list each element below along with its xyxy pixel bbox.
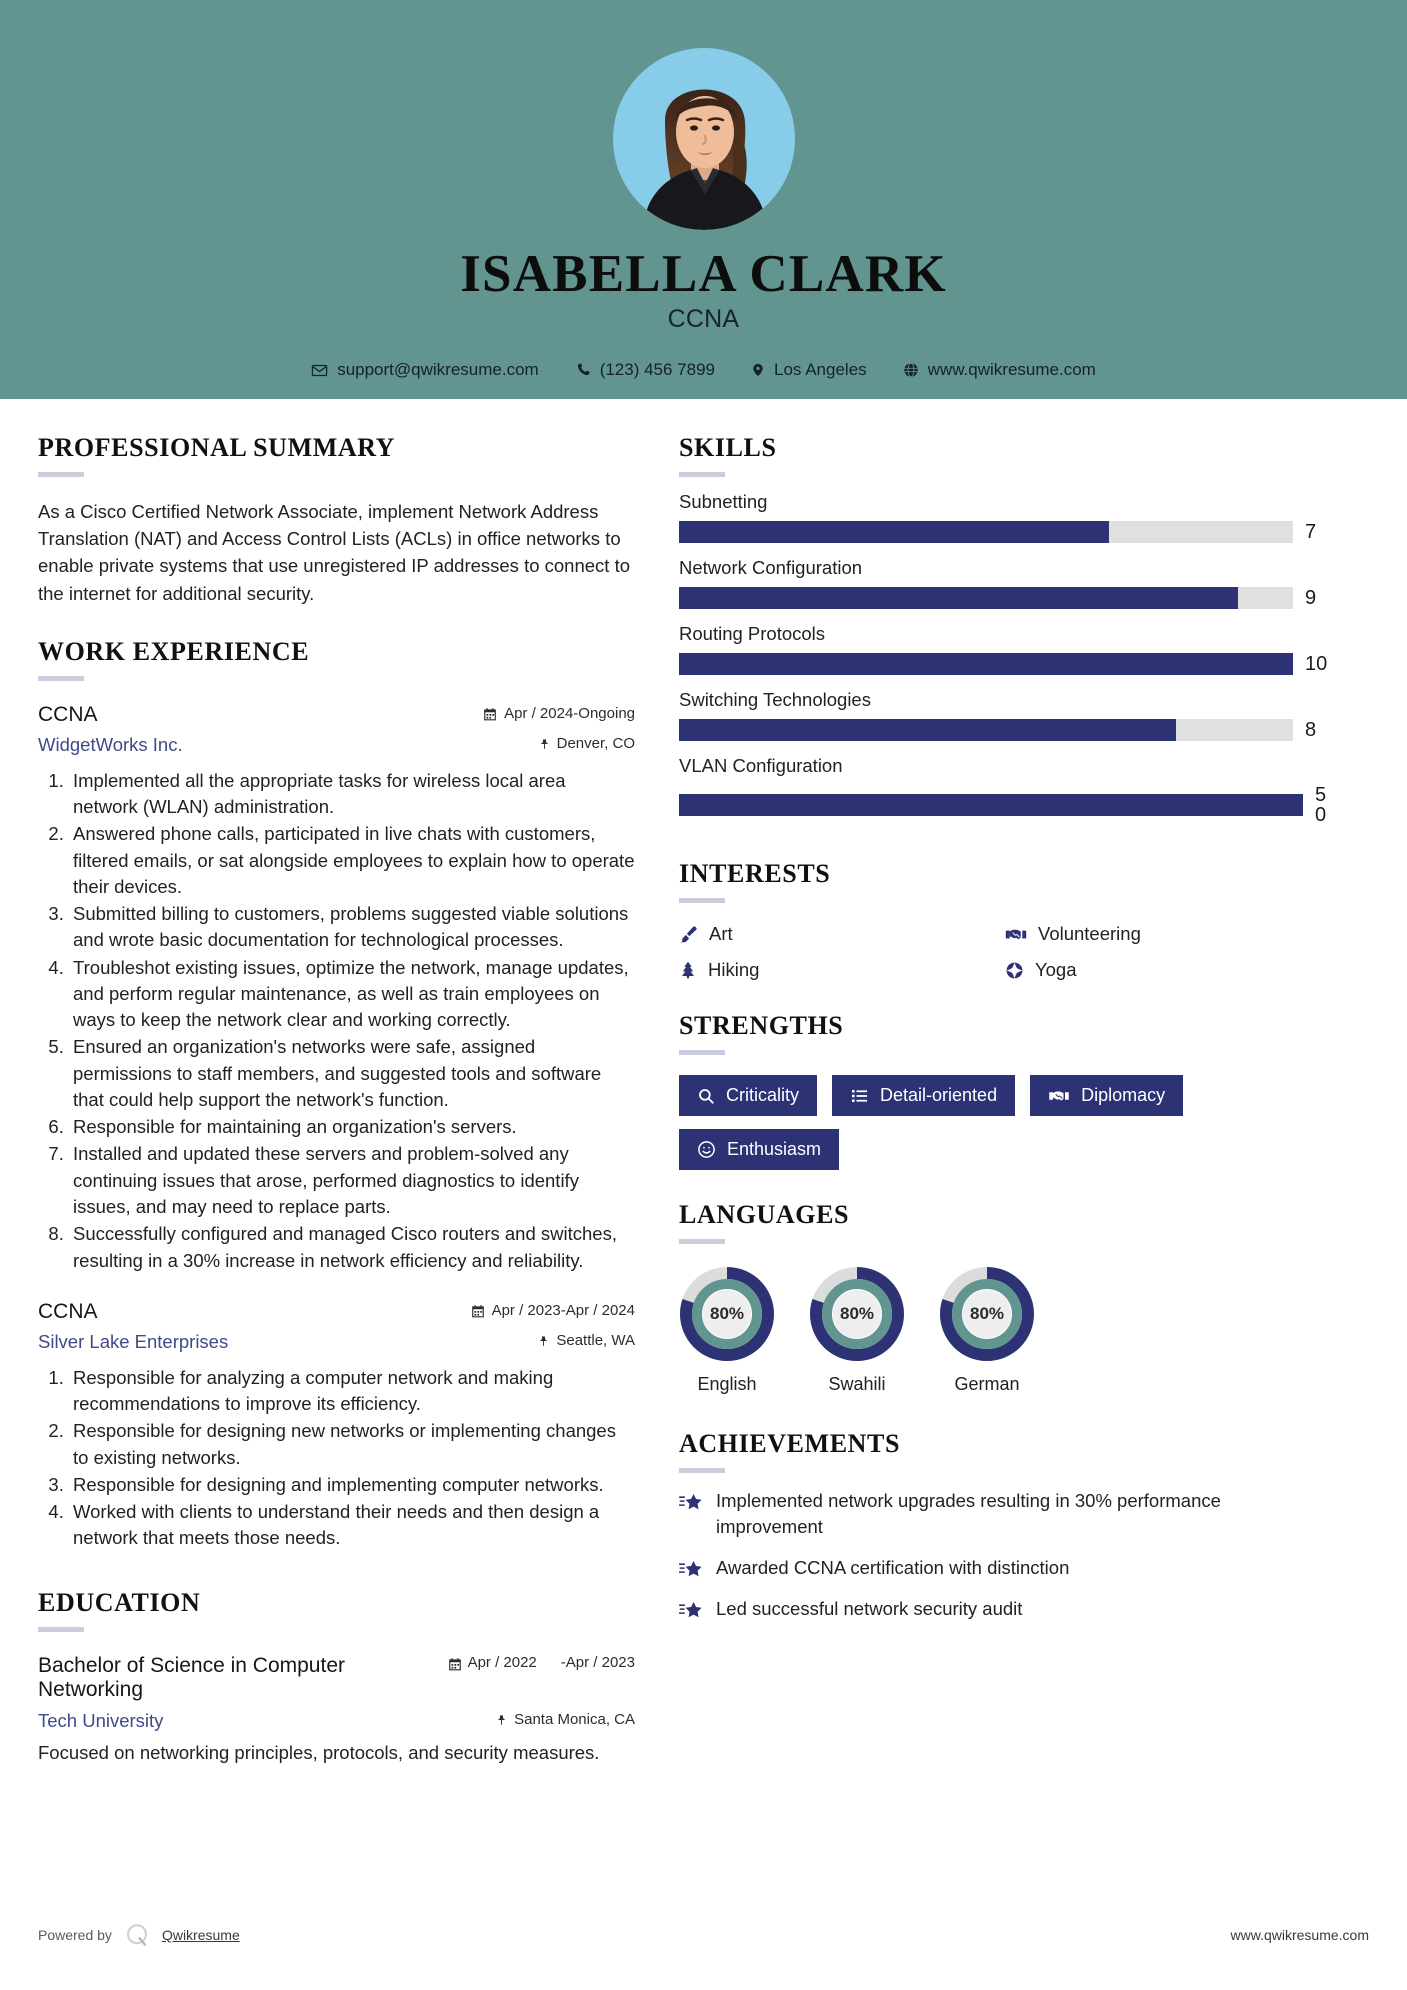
pushpin-icon bbox=[538, 1334, 549, 1348]
skill-bar-track bbox=[679, 719, 1293, 741]
list-item: 7. Installed and updated these servers and problem-solved any continuing issues that arose, performed diagnostics to identify issues, and may need to replace parts. bbox=[69, 1141, 635, 1220]
job-role: CCNA bbox=[38, 1299, 98, 1323]
section-interests bbox=[679, 859, 1331, 981]
strength-chip-detail-oriented[interactable] bbox=[832, 1075, 1015, 1116]
search-icon bbox=[697, 1087, 715, 1105]
language-donut bbox=[679, 1266, 775, 1362]
strength-label: Diplomacy bbox=[1081, 1085, 1166, 1105]
section-rule bbox=[679, 472, 725, 477]
list-item: 8. Successfully configured and managed Cisco routers and switches, resulting in a 30% increase in network efficiency and reliability. bbox=[69, 1221, 635, 1274]
skill-row bbox=[679, 491, 1331, 543]
skill-bar-fill bbox=[679, 521, 1109, 543]
education-location-text: Santa Monica, CA bbox=[514, 1711, 635, 1729]
footer-powered-by-label: Powered by bbox=[38, 1927, 112, 1943]
right-column bbox=[679, 433, 1331, 1770]
section-rule bbox=[38, 1627, 84, 1632]
language-percent: 80% bbox=[709, 1304, 745, 1323]
location-pin-icon bbox=[751, 361, 765, 379]
job-entry bbox=[38, 703, 635, 1274]
achievement-text: Implemented network upgrades resulting in 30% performance improvement bbox=[716, 1490, 1221, 1537]
contact-phone[interactable] bbox=[557, 360, 733, 380]
language-item bbox=[939, 1266, 1035, 1395]
strength-label: Detail-oriented bbox=[880, 1085, 998, 1105]
list-item: 4. Worked with clients to understand their needs and then design a network that meets those needs. bbox=[69, 1499, 635, 1552]
contact-phone-text: (123) 456 7899 bbox=[599, 360, 716, 380]
section-rule bbox=[679, 1239, 725, 1244]
contact-location[interactable] bbox=[733, 360, 885, 380]
summary-heading: PROFESSIONAL SUMMARY bbox=[38, 433, 396, 462]
pushpin-icon bbox=[496, 1713, 507, 1727]
summary-text: As a Cisco Certified Network Associate, implement Network Address Translation (NAT) and Access Control Lists (ACLs) in office networks to enable private systems that use unregistered IP addresses to connect to the internet for additional security. bbox=[38, 501, 630, 604]
skill-row bbox=[679, 557, 1331, 609]
job-dates bbox=[471, 1302, 635, 1319]
list-item: 6. Responsible for maintaining an organization's servers. bbox=[69, 1114, 635, 1140]
section-work-experience bbox=[38, 637, 635, 1552]
interest-label: Art bbox=[709, 923, 733, 944]
contact-email-text: support@qwikresume.com bbox=[337, 360, 539, 380]
skill-value: 10 bbox=[1305, 653, 1328, 675]
list-icon bbox=[850, 1087, 869, 1105]
section-skills bbox=[679, 433, 1331, 825]
page-title: ISABELLA CLARK bbox=[460, 245, 947, 303]
section-rule bbox=[679, 1468, 725, 1473]
contact-website[interactable] bbox=[885, 360, 1114, 380]
user-photo-icon bbox=[613, 48, 795, 230]
job-dates-text: Apr / 2023-Apr / 2024 bbox=[491, 1302, 635, 1320]
calendar-icon bbox=[483, 707, 497, 721]
skill-value: 9 bbox=[1305, 587, 1317, 609]
list-item: 1. Implemented all the appropriate tasks for wireless local area network (WLAN) administration. bbox=[69, 768, 635, 821]
strength-chip-enthusiasm[interactable] bbox=[679, 1129, 839, 1170]
tree-icon bbox=[679, 960, 697, 980]
skill-value: 8 bbox=[1305, 719, 1317, 741]
footer-powered-by bbox=[38, 1922, 240, 1948]
list-item: 2. Answered phone calls, participated in live chats with customers, filtered emails, or sat alongside employees to explain how to operate their devices. bbox=[69, 821, 635, 900]
skill-value: 7 bbox=[1305, 521, 1317, 543]
job-location-text: Seattle, WA bbox=[556, 1332, 635, 1350]
skill-bar-track bbox=[679, 653, 1293, 675]
list-item: 5. Ensured an organization's networks were safe, assigned permissions to staff members, and suggested tools and software that could help support the network's function. bbox=[69, 1034, 635, 1113]
skill-name: Network Configuration bbox=[679, 557, 863, 578]
job-bullets bbox=[38, 1365, 635, 1552]
life-ring-icon bbox=[1005, 961, 1024, 980]
education-degree: Bachelor of Science in Computer Networking bbox=[38, 1653, 345, 1701]
skill-bar-track bbox=[679, 521, 1293, 543]
footer-brand-link[interactable]: Qwikresume bbox=[161, 1927, 240, 1943]
list-item: 1. Responsible for analyzing a computer network and making recommendations to improve its efficiency. bbox=[69, 1365, 635, 1418]
language-name: Swahili bbox=[828, 1374, 886, 1394]
shooting-star-icon bbox=[679, 1491, 703, 1513]
interest-label: Volunteering bbox=[1038, 923, 1141, 944]
contact-website-text: www.qwikresume.com bbox=[927, 360, 1096, 380]
globe-icon bbox=[903, 362, 919, 378]
interest-item bbox=[1005, 923, 1331, 945]
job-dates-text: Apr / 2024-Ongoing bbox=[504, 705, 635, 723]
resume-body bbox=[0, 399, 1407, 1770]
list-item: 2. Responsible for designing new networks or implementing changes to existing networks. bbox=[69, 1418, 635, 1471]
languages-heading: LANGUAGES bbox=[679, 1200, 850, 1229]
education-school: Tech University bbox=[38, 1709, 164, 1731]
achievement-item bbox=[679, 1488, 1331, 1540]
job-dates bbox=[483, 705, 635, 722]
calendar-icon bbox=[471, 1304, 485, 1318]
section-rule bbox=[679, 1050, 725, 1055]
education-heading: EDUCATION bbox=[38, 1587, 201, 1617]
header-job-title: CCNA bbox=[667, 305, 740, 334]
job-location bbox=[538, 1332, 635, 1349]
language-name: German bbox=[954, 1374, 1020, 1394]
skill-name: Routing Protocols bbox=[679, 623, 826, 644]
language-donut bbox=[939, 1266, 1035, 1362]
paintbrush-icon bbox=[679, 925, 698, 944]
strength-chip-diplomacy[interactable] bbox=[1030, 1075, 1183, 1116]
interests-heading: INTERESTS bbox=[679, 859, 831, 888]
achievements-heading: ACHIEVEMENTS bbox=[679, 1429, 901, 1458]
skill-row bbox=[679, 623, 1331, 675]
education-dates bbox=[448, 1654, 635, 1673]
skill-row bbox=[679, 755, 1331, 825]
section-rule bbox=[679, 898, 725, 903]
contact-email[interactable] bbox=[293, 360, 557, 380]
interest-item bbox=[679, 923, 1005, 945]
language-item bbox=[679, 1266, 775, 1395]
skill-bar-track bbox=[679, 587, 1293, 609]
list-item: 3. Submitted billing to customers, problems suggested viable solutions and wrote basic documentation for technological processes. bbox=[69, 901, 635, 954]
footer bbox=[38, 1922, 1369, 1948]
job-location bbox=[539, 735, 635, 752]
section-languages bbox=[679, 1200, 1331, 1395]
interest-label: Yoga bbox=[1035, 959, 1077, 980]
strength-label: Enthusiasm bbox=[727, 1139, 822, 1159]
skill-bar-fill bbox=[679, 653, 1293, 675]
work-experience-heading: WORK EXPERIENCE bbox=[38, 636, 310, 666]
contact-row bbox=[293, 360, 1114, 380]
language-percent: 80% bbox=[969, 1304, 1005, 1323]
list-item: 3. Responsible for designing and implementing computer networks. bbox=[69, 1472, 635, 1498]
skill-bar-track bbox=[679, 794, 1303, 816]
avatar bbox=[613, 48, 795, 230]
list-item: 4. Troubleshot existing issues, optimize the network, manage updates, and perform regular maintenance, as well as train employees on ways to keep the network clear and working correctly. bbox=[69, 955, 635, 1034]
job-company: Silver Lake Enterprises bbox=[38, 1330, 229, 1352]
job-company: WidgetWorks Inc. bbox=[38, 733, 183, 755]
pushpin-icon bbox=[539, 737, 550, 751]
skills-heading: SKILLS bbox=[679, 433, 777, 462]
phone-icon bbox=[575, 362, 591, 378]
education-location bbox=[496, 1711, 635, 1728]
achievement-text: Led successful network security audit bbox=[716, 1597, 1023, 1619]
skill-name: VLAN Configuration bbox=[679, 755, 843, 776]
achievement-item bbox=[679, 1555, 1331, 1581]
education-date-end: -Apr / 2023 bbox=[560, 1653, 635, 1671]
footer-website[interactable]: www.qwikresume.com bbox=[1230, 1927, 1369, 1943]
achievement-text: Awarded CCNA certification with distinction bbox=[716, 1556, 1070, 1578]
language-donut bbox=[809, 1266, 905, 1362]
section-professional-summary bbox=[38, 433, 635, 607]
qwikresume-logo-icon bbox=[124, 1922, 150, 1948]
education-date-start: Apr / 2022 bbox=[467, 1653, 537, 1671]
interest-item bbox=[1005, 959, 1331, 981]
skill-name: Subnetting bbox=[679, 491, 768, 512]
resume-header bbox=[0, 0, 1407, 399]
job-entry bbox=[38, 1300, 635, 1552]
strengths-heading: STRENGTHS bbox=[679, 1011, 844, 1040]
language-percent: 80% bbox=[839, 1304, 875, 1323]
job-role: CCNA bbox=[38, 702, 98, 726]
section-strengths bbox=[679, 1011, 1331, 1170]
strength-chip-criticality[interactable] bbox=[679, 1075, 817, 1116]
handshake-icon bbox=[1048, 1087, 1070, 1105]
contact-location-text: Los Angeles bbox=[774, 360, 867, 380]
job-bullets bbox=[38, 768, 635, 1274]
skill-bar-fill bbox=[679, 719, 1176, 741]
language-item bbox=[809, 1266, 905, 1395]
section-achievements bbox=[679, 1429, 1331, 1622]
skill-bar-fill bbox=[679, 587, 1238, 609]
handshake-icon bbox=[1005, 925, 1027, 944]
interest-label: Hiking bbox=[708, 959, 760, 980]
education-description: Focused on networking principles, protocols, and security measures. bbox=[38, 1741, 600, 1763]
skill-row bbox=[679, 689, 1331, 741]
skill-value: 50 bbox=[1315, 784, 1327, 826]
section-education bbox=[38, 1588, 635, 1766]
skill-bar-fill bbox=[679, 794, 1303, 816]
shooting-star-icon bbox=[679, 1558, 703, 1580]
section-rule bbox=[38, 676, 84, 681]
strength-label: Criticality bbox=[726, 1085, 800, 1105]
job-location-text: Denver, CO bbox=[556, 735, 635, 753]
shooting-star-icon bbox=[679, 1599, 703, 1621]
achievement-item bbox=[679, 1596, 1331, 1622]
section-rule bbox=[38, 472, 84, 477]
calendar-icon bbox=[448, 1657, 462, 1671]
interest-item bbox=[679, 959, 1005, 981]
language-name: English bbox=[697, 1374, 757, 1394]
email-icon bbox=[311, 362, 328, 379]
education-entry bbox=[38, 1654, 635, 1766]
left-column bbox=[38, 433, 635, 1770]
smiley-icon bbox=[697, 1140, 716, 1159]
skill-name: Switching Technologies bbox=[679, 689, 871, 710]
